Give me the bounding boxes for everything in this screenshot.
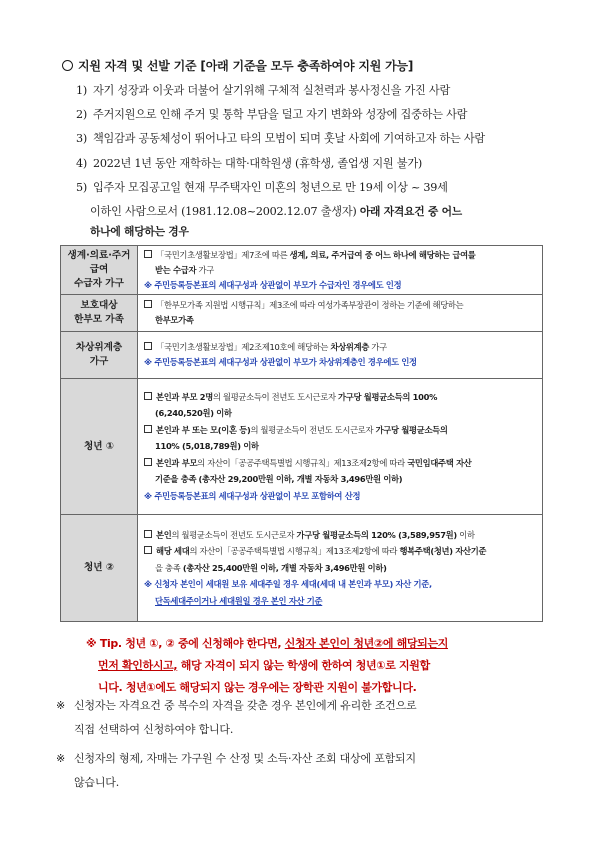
category-cell: 차상위계층 가구: [61, 332, 138, 379]
criterion-5-line3: 하나에 해당하는 경우: [90, 225, 189, 238]
circle-bullet-icon: [62, 60, 73, 71]
description-cell: 「국민기초생활보장법」제2조제10호에 해당하는 차상위계층 가구 ※ 주민등록등본표의 세대구성과 상관없이 부모가 차상위계층인 경우에도 인정: [138, 332, 543, 379]
table-row: [61, 295, 543, 332]
category-cell: 청년 ②: [61, 515, 138, 622]
note-2: ※ 신청자의 형제, 자매는 가구원 수 산정 및 소득·자산 조회 대상에 포함되지 않습니다.: [56, 752, 416, 789]
checkbox-icon: [144, 530, 152, 538]
blue-note: ※ 신청자 본인이 세대원 보유 세대주일 경우 세대(세대 내 본인과 부모) 자산 기준,: [144, 579, 432, 590]
note-1: ※ 신청자는 자격요건 중 복수의 자격을 갖춘 경우 본인에게 유리한 조건으로 직접 선택하여 신청하여야 합니다.: [56, 699, 417, 736]
checkbox-icon: [144, 250, 152, 258]
blue-note: 단독세대주이거나 세대원일 경우 본인 자산 기준: [155, 595, 323, 606]
criterion-1: 1) 자기 성장과 이웃과 더불어 살기위해 구체적 실천력과 봉사정신을 가진 사람: [76, 84, 451, 97]
description-cell: 본인과 부모 2명의 월평균소득이 전년도 도시근로자 가구당 월평균소득의 100% (6,240,520원) 이하 본인과 부 또는 모(이혼 등)의 월평균소득이 전년도 도시근로자 가구당 월평균소득의 110% (5,018,789원) 이하 본인과 부모의 자산이「공공주택특별법 시행규칙」제13조제2항에 따라 국민임대주택 자산 기준을 충족 (총자산 29,200만원 이하, 개별 자동차 3,496만원 이하) ※ 주민등록등본표의 세대구성과 상관없이 부모 포함하여 산정: [138, 379, 543, 515]
category-cell: 보호대상 한부모 가족: [61, 295, 138, 332]
description-cell: 「국민기초생활보장법」제7조에 따른 생계, 의료, 주거급여 중 어느 하나에 해당하는 급여를 받는 수급자 가구 ※ 주민등록등본표의 세대구성과 상관없이 부모가 수급자인 경우에도 인정: [138, 246, 543, 295]
table-row: [61, 515, 543, 622]
table-row: [61, 379, 543, 515]
checkbox-icon: [144, 300, 152, 308]
criterion-5: 5) 입주자 모집공고일 현재 무주택자인 미혼의 청년으로 만 19세 이상 ~ 39세: [76, 181, 448, 194]
criterion-3: 3) 책임감과 공동체성이 뛰어나고 타의 모범이 되며 훗날 사회에 기여하고자 하는 사람: [76, 132, 485, 145]
blue-note: ※ 주민등록등본표의 세대구성과 상관없이 부모 포함하여 산정: [144, 490, 361, 501]
table-row: [61, 246, 543, 295]
category-cell: 청년 ①: [61, 379, 138, 515]
checkbox-icon: [144, 546, 152, 554]
section-heading: 지원 자격 및 선발 기준 [아래 기준을 모두 충족하여야 지원 가능]: [62, 57, 413, 74]
description-cell: 「한부모가족 지원법 시행규칙」제3조에 따라 여성가족부장관이 정하는 기준에 해당하는 한부모가족: [138, 295, 543, 332]
checkbox-icon: [144, 425, 152, 433]
checkbox-icon: [144, 342, 152, 350]
category-cell: 생계·의료·주거 급여 수급자 가구: [61, 246, 138, 295]
criterion-4: 4) 2022년 1년 동안 재학하는 대학·대학원생 (휴학생, 졸업생 지원 불가): [76, 157, 422, 170]
blue-note: ※ 주민등록등본표의 세대구성과 상관없이 부모가 차상위계층인 경우에도 인정: [144, 357, 417, 367]
description-cell: 본인의 월평균소득이 전년도 도시근로자 가구당 월평균소득의 120% (3,589,957원) 이하 해당 세대의 자산이「공공주택특별법 시행규칙」제13조제2항에 따라 행복주택(청년) 자산기준 을 충족 (총자산 25,400만원 이하, 개별 자동차 3,496만원 이하) ※ 신청자 본인이 세대원 보유 세대주일 경우 세대(세대 내 본인과 부모) 자산 기준, 단독세대주이거나 세대원일 경우 본인 자산 기준: [138, 515, 543, 622]
tip-note: ※ Tip. 청년 ①, ② 중에 신청해야 한다면, 신청자 본인이 청년②에 해당되는지 먼저 확인하시고, 해당 자격이 되지 않는 학생에 한하여 청년①로 지원합 니다. 청년①에도 해당되지 않는 경우에는 장학관 지원이 불가합니다.: [86, 637, 448, 694]
table-row: [61, 332, 543, 379]
criterion-2: 2) 주거지원으로 인해 주거 및 통학 부담을 덜고 자기 변화와 성장에 집중하는 사람: [76, 108, 468, 121]
checkbox-icon: [144, 458, 152, 466]
checkbox-icon: [144, 392, 152, 400]
blue-note: ※ 주민등록등본표의 세대구성과 상관없이 부모가 수급자인 경우에도 인정: [144, 279, 402, 290]
criterion-5-line2: 이하인 사람으로서 (1981.12.08~2002.12.07 출생자) 아래 자격요건 중 어느: [90, 205, 462, 218]
qualification-table: [60, 245, 543, 622]
